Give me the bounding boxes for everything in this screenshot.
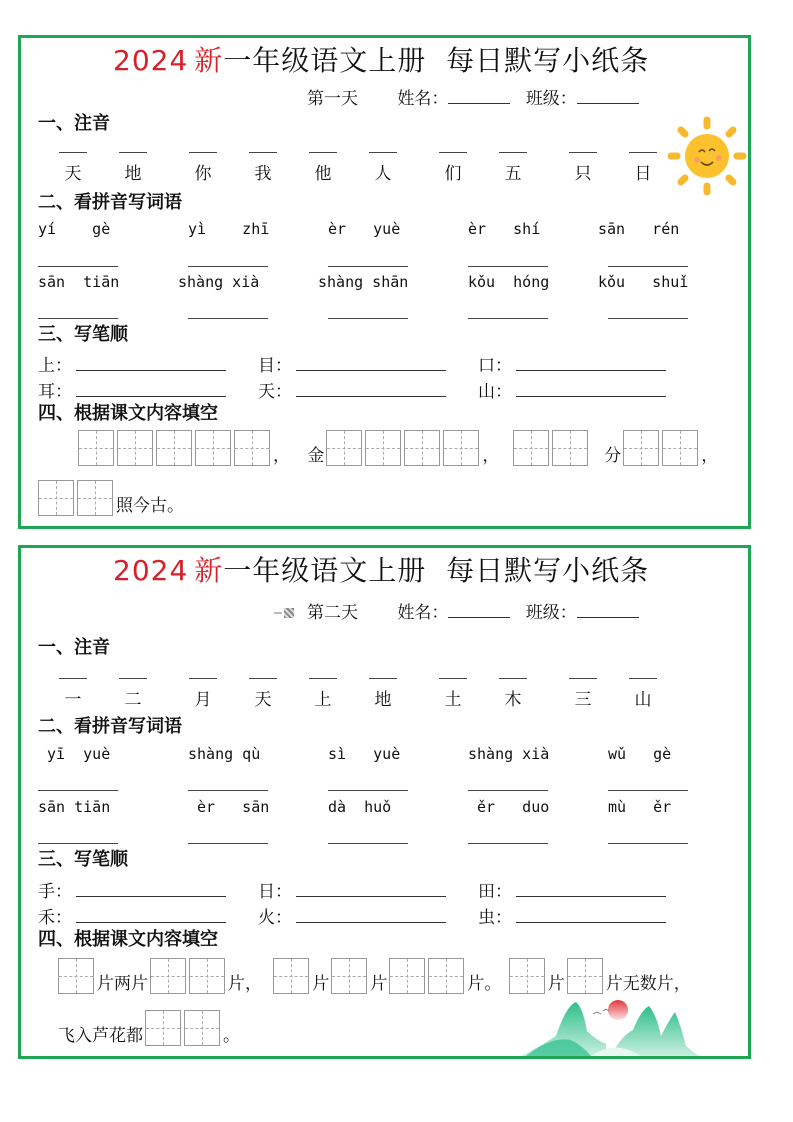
tianzige-box[interactable] xyxy=(195,430,231,466)
tianzige-box[interactable] xyxy=(443,430,479,466)
name-label: 姓名： xyxy=(397,603,449,623)
stroke-order-item[interactable]: 田： xyxy=(478,877,666,902)
card-meta-row xyxy=(307,602,639,624)
tianzige-box[interactable] xyxy=(331,958,367,994)
tianzige-box[interactable] xyxy=(428,958,464,994)
zhuyin-item[interactable]: 上 xyxy=(308,678,338,710)
tianzige-box[interactable] xyxy=(77,480,113,516)
answer-line[interactable] xyxy=(468,318,548,319)
pinyin-word: yì zhī xyxy=(188,220,270,238)
section-bishun-heading: 三、写笔顺 xyxy=(38,849,128,870)
tianzige-box[interactable] xyxy=(156,430,192,466)
answer-line[interactable] xyxy=(188,318,268,319)
tianzige-box[interactable] xyxy=(184,1010,220,1046)
tianzige-box[interactable] xyxy=(365,430,401,466)
tianzige-box[interactable] xyxy=(38,480,74,516)
answer-line[interactable] xyxy=(38,843,118,844)
zhuyin-item[interactable]: 土 xyxy=(438,678,468,710)
tianzige-box[interactable] xyxy=(189,958,225,994)
card-title: 2024 新一年级语文上册 每日默写小纸条 xyxy=(113,44,650,77)
pinyin-word: èr yuè xyxy=(328,220,401,238)
answer-line[interactable] xyxy=(38,266,118,267)
pinyin-word: kǒu hóng xyxy=(468,273,550,291)
day-label: 第二天 xyxy=(307,603,358,623)
name-field[interactable] xyxy=(448,89,510,104)
stroke-order-item[interactable]: 天： xyxy=(258,377,446,402)
zhuyin-item[interactable]: 三 xyxy=(568,678,598,710)
answer-line[interactable] xyxy=(608,318,688,319)
pinyin-word: sān tiān xyxy=(38,273,120,291)
dictation-card-day-2 xyxy=(18,545,751,1059)
zhuyin-item[interactable]: 月 xyxy=(188,678,218,710)
section-tiankong-heading: 四、根据课文内容填空 xyxy=(38,929,218,950)
tianzige-box[interactable] xyxy=(623,430,659,466)
sun-icon xyxy=(667,116,747,196)
zhuyin-item[interactable]: 地 xyxy=(368,678,398,710)
zhuyin-item[interactable]: 他 xyxy=(308,152,338,184)
answer-line[interactable] xyxy=(38,318,118,319)
zhuyin-item[interactable]: 天 xyxy=(58,152,88,184)
tianzige-box[interactable] xyxy=(234,430,270,466)
answer-line[interactable] xyxy=(328,843,408,844)
stroke-order-item[interactable]: 目： xyxy=(258,351,446,376)
pinyin-word: èr shí xyxy=(468,220,541,238)
answer-line[interactable] xyxy=(468,843,548,844)
zhuyin-item[interactable]: 你 xyxy=(188,152,218,184)
answer-line[interactable] xyxy=(608,790,688,791)
zhuyin-item[interactable]: 我 xyxy=(248,152,278,184)
zhuyin-item[interactable]: 人 xyxy=(368,152,398,184)
answer-line[interactable] xyxy=(468,790,548,791)
answer-line[interactable] xyxy=(328,790,408,791)
pinyin-word: shàng shān xyxy=(318,273,409,291)
tianzige-box[interactable] xyxy=(145,1010,181,1046)
pinyin-word: shàng qù xyxy=(188,745,261,763)
answer-line[interactable] xyxy=(328,318,408,319)
zhuyin-item[interactable]: 只 xyxy=(568,152,598,184)
stroke-order-item[interactable]: 日： xyxy=(258,877,446,902)
section-zhuyin-heading: 一、注音 xyxy=(38,637,110,658)
zhuyin-item[interactable]: 日 xyxy=(628,152,658,184)
section-bishun-heading: 三、写笔顺 xyxy=(38,324,128,345)
answer-line[interactable] xyxy=(468,266,548,267)
mountain-landscape-icon xyxy=(521,996,701,1058)
zhuyin-item[interactable]: 一 xyxy=(58,678,88,710)
zhuyin-item[interactable]: 们 xyxy=(438,152,468,184)
pinyin-word: sān rén xyxy=(598,220,680,238)
stroke-order-item[interactable]: 火： xyxy=(258,903,446,928)
name-label: 姓名： xyxy=(397,89,449,109)
pinyin-word: shàng xià xyxy=(468,745,550,763)
pinyin-word: wǔ gè xyxy=(608,745,672,763)
stroke-order-item[interactable]: 耳： xyxy=(38,377,226,402)
zhuyin-item[interactable]: 地 xyxy=(118,152,148,184)
section-pinyin-heading: 二、看拼音写词语 xyxy=(38,192,182,213)
pinyin-word: yī yuè xyxy=(38,745,111,763)
answer-line[interactable] xyxy=(608,843,688,844)
class-field[interactable] xyxy=(577,603,639,618)
tianzige-box[interactable] xyxy=(513,430,549,466)
card-meta-row xyxy=(307,88,639,110)
dictation-card-day-1 xyxy=(18,35,751,529)
pinyin-word: dà huǒ xyxy=(328,798,392,816)
answer-line[interactable] xyxy=(188,266,268,267)
tianzige-box[interactable] xyxy=(273,958,309,994)
zhuyin-item[interactable]: 五 xyxy=(498,152,528,184)
zhuyin-item[interactable]: 天 xyxy=(248,678,278,710)
tianzige-box[interactable] xyxy=(552,430,588,466)
card-title: 2024 新一年级语文上册 每日默写小纸条 xyxy=(113,554,650,587)
class-label: 班级： xyxy=(525,89,577,109)
zhuyin-item[interactable]: 山 xyxy=(628,678,658,710)
tianzige-box[interactable] xyxy=(389,958,425,994)
tianzige-box[interactable] xyxy=(662,430,698,466)
answer-line[interactable] xyxy=(38,790,118,791)
section-pinyin-heading: 二、看拼音写词语 xyxy=(38,716,182,737)
fill-blank-line-1: 片两片 片， 片 片 片。 片 片无数片， xyxy=(58,956,693,994)
pinyin-word: ěr duo xyxy=(468,798,550,816)
fill-blank-line-1: ， 金 ， 分 ， xyxy=(78,428,720,466)
day-label: 第一天 xyxy=(307,89,358,109)
tianzige-box[interactable] xyxy=(117,430,153,466)
fill-blank-line-2: 照今古。 xyxy=(38,478,186,516)
class-field[interactable] xyxy=(577,89,639,104)
tianzige-box[interactable] xyxy=(78,430,114,466)
pinyin-word: shàng xià xyxy=(178,273,260,291)
answer-line[interactable] xyxy=(328,266,408,267)
tianzige-box[interactable] xyxy=(150,958,186,994)
zhuyin-item[interactable]: 木 xyxy=(498,678,528,710)
answer-line[interactable] xyxy=(188,843,268,844)
pinyin-word: kǒu shuǐ xyxy=(598,273,689,291)
tianzige-box[interactable] xyxy=(509,958,545,994)
section-tiankong-heading: 四、根据课文内容填空 xyxy=(38,403,218,424)
stroke-order-item[interactable]: 山： xyxy=(478,377,666,402)
answer-line[interactable] xyxy=(188,790,268,791)
pinyin-word: sì yuè xyxy=(328,745,401,763)
pinyin-word: yí gè xyxy=(38,220,111,238)
stroke-order-item[interactable]: 禾： xyxy=(38,903,226,928)
pinyin-word: èr sān xyxy=(188,798,270,816)
zhuyin-item[interactable]: 二 xyxy=(118,678,148,710)
name-field[interactable] xyxy=(448,603,510,618)
tianzige-box[interactable] xyxy=(567,958,603,994)
tianzige-box[interactable] xyxy=(326,430,362,466)
stroke-order-item[interactable]: 上： xyxy=(38,351,226,376)
tianzige-box[interactable] xyxy=(404,430,440,466)
section-zhuyin-heading: 一、注音 xyxy=(38,113,110,134)
stroke-order-item[interactable]: 手： xyxy=(38,877,226,902)
fill-blank-line-2: 飞入芦花都 。 xyxy=(58,1008,242,1046)
pinyin-word: mù ěr xyxy=(608,798,672,816)
class-label: 班级： xyxy=(525,603,577,623)
tianzige-box[interactable] xyxy=(58,958,94,994)
answer-line[interactable] xyxy=(608,266,688,267)
stroke-order-item[interactable]: 虫： xyxy=(478,903,666,928)
qr-code-icon xyxy=(274,608,296,618)
stroke-order-item[interactable]: 口： xyxy=(478,351,666,376)
pinyin-word: sān tiān xyxy=(38,798,111,816)
